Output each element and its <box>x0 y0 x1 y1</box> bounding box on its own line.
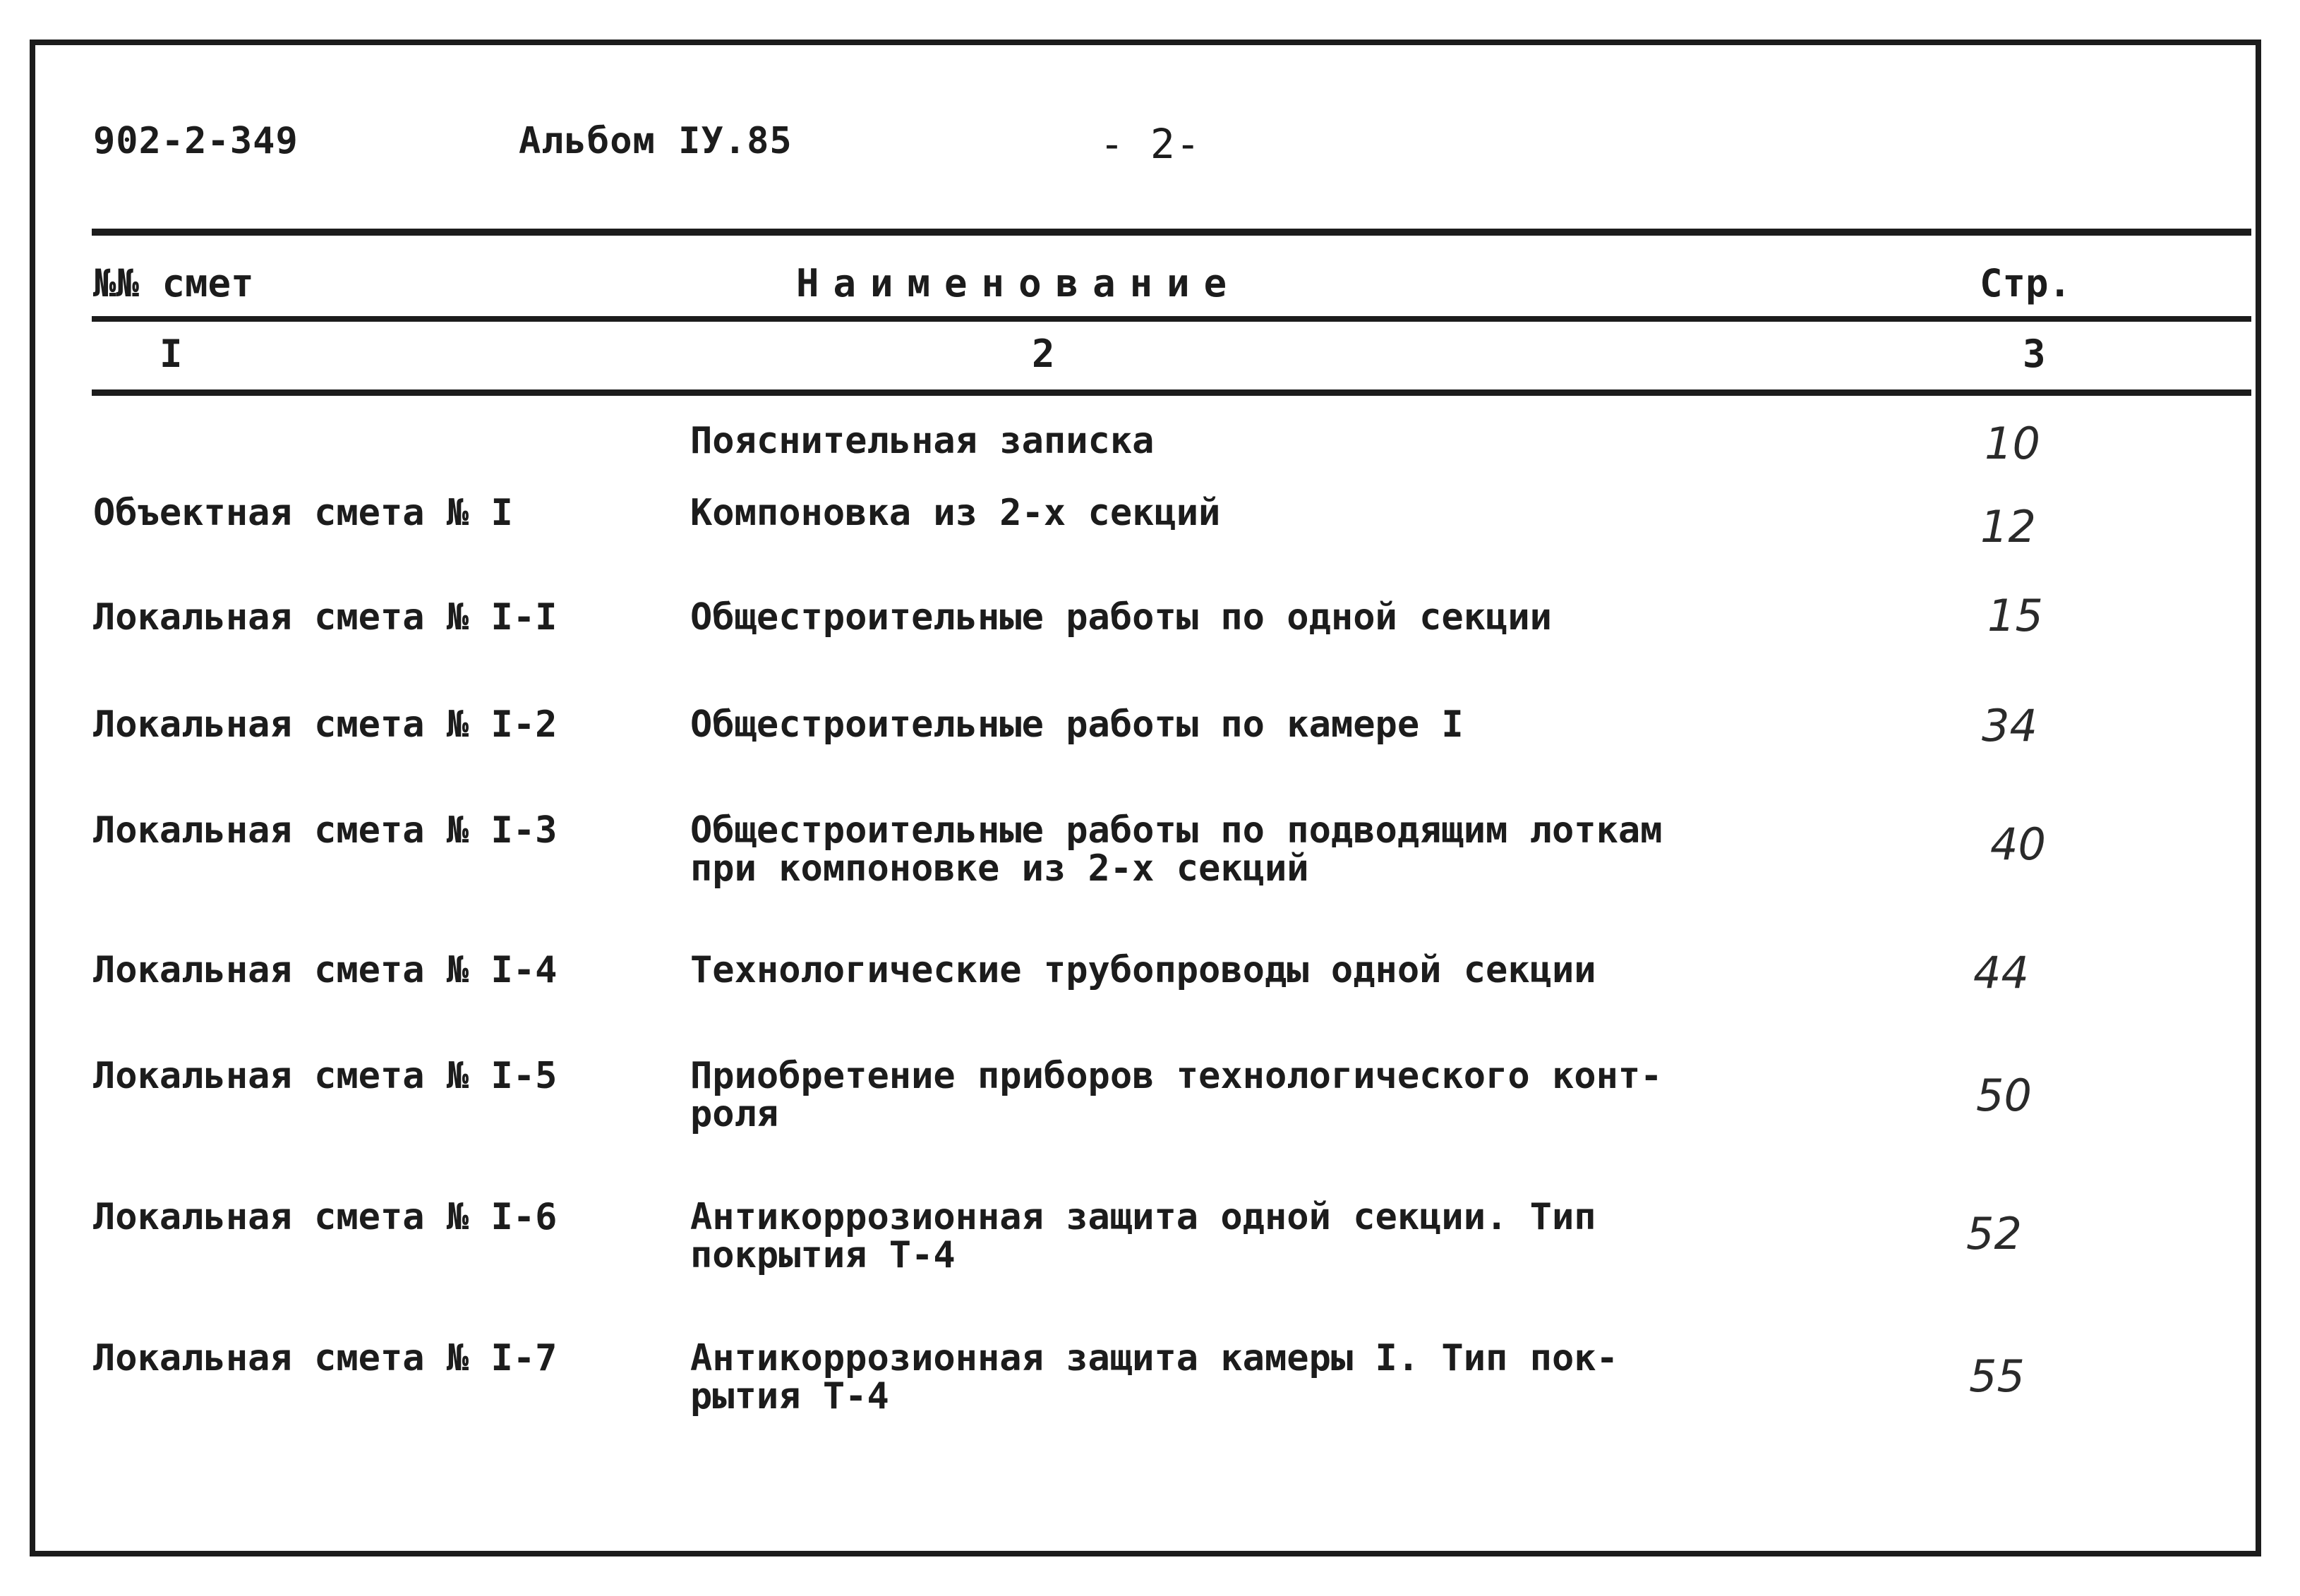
page-cell: 44 <box>1973 947 2029 998</box>
column-header-estimate: №№ смет <box>93 261 254 306</box>
column-number-1: I <box>159 332 183 376</box>
page-cell: 10 <box>1985 418 2040 469</box>
name-cell: Антикоррозионная защита одной секции. Тип покрытия Т-4 <box>690 1196 1596 1276</box>
estimate-cell: Локальная смета № I-2 <box>93 703 558 746</box>
name-cell: Пояснительная записка <box>690 420 1155 462</box>
page-cell: 50 <box>1976 1070 2032 1121</box>
estimate-cell: Локальная смета № I-7 <box>93 1337 558 1379</box>
page-number: - 2- <box>1100 120 1201 168</box>
name-cell: Общестроительные работы по камере I <box>690 703 1464 746</box>
estimate-cell: Локальная смета № I-6 <box>93 1196 558 1238</box>
name-cell: Общестроительные работы по подводящим лоткам при компоновке из 2-х секций <box>690 809 1663 890</box>
name-cell: Компоновка из 2-х секций <box>690 492 1221 534</box>
name-cell: Антикоррозионная защита камеры I. Тип пок- рытия Т-4 <box>690 1337 1618 1417</box>
estimate-cell: Локальная смета № I-3 <box>93 809 558 852</box>
table-number-rule <box>92 389 2251 396</box>
page-cell: 34 <box>1982 700 2037 751</box>
estimate-cell: Объектная смета № I <box>93 492 513 534</box>
column-number-3: 3 <box>2023 332 2046 376</box>
page-cell: 12 <box>1980 501 2036 552</box>
name-cell: Технологические трубопроводы одной секции <box>690 949 1596 991</box>
estimate-cell: Локальная смета № I-5 <box>93 1055 558 1097</box>
name-cell: Приобретение приборов технологического конт- роля <box>690 1055 1663 1135</box>
estimate-cell: Локальная смета № I-4 <box>93 949 558 991</box>
column-header-name: Наименование <box>796 261 1241 306</box>
page-cell: 52 <box>1966 1208 2022 1259</box>
page-cell: 15 <box>1987 590 2043 641</box>
project-code: 902-2-349 <box>93 120 299 162</box>
name-cell: Общестроительные работы по одной секции <box>690 596 1552 639</box>
table-header-rule <box>92 316 2251 322</box>
column-number-2: 2 <box>1032 332 1055 376</box>
table-top-rule <box>92 229 2251 236</box>
page-cell: 40 <box>1990 818 2046 870</box>
estimate-cell: Локальная смета № I-I <box>93 596 558 639</box>
album-label: Альбом IУ.85 <box>519 120 793 162</box>
column-header-page: Стр. <box>1980 261 2072 306</box>
page-cell: 55 <box>1969 1350 2025 1402</box>
